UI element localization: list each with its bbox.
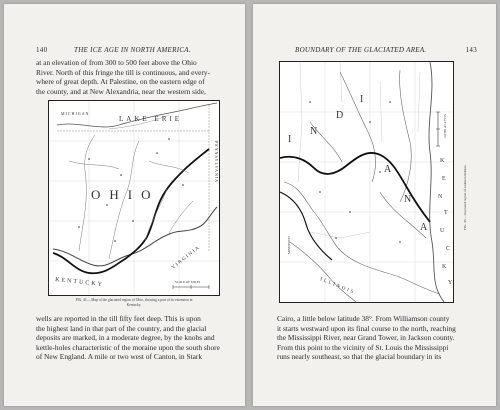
lake-erie-label: LAKE ERIE bbox=[119, 115, 182, 123]
indiana-scale-bar bbox=[436, 112, 447, 146]
map-letter: Y bbox=[448, 280, 453, 286]
text-line: where of great depth. At Palestine, on the eastern edge of bbox=[36, 77, 205, 87]
text-line: it starts westward upon its final course to the north, reaching bbox=[277, 323, 456, 333]
left-page bbox=[4, 4, 245, 406]
indiana-map bbox=[279, 61, 454, 303]
virginia-label: VIRGINIA bbox=[171, 245, 202, 271]
ohio-scale-label: SCALE OF MILES bbox=[175, 280, 201, 284]
text-line: kettle-holes characteristic of the moraine upon the south shore bbox=[36, 342, 220, 352]
text-line: at an elevation of from 300 to 500 feet above the Ohio bbox=[36, 58, 197, 67]
map-letter: N bbox=[438, 194, 443, 200]
map-letter: I bbox=[360, 94, 364, 105]
illinois-label: ILLINOIS bbox=[319, 277, 356, 296]
text-line: deposits are marked, in a moderate degree, by the knobs and bbox=[36, 333, 215, 343]
right-running-title: BOUNDARY OF THE GLACIATED AREA. bbox=[295, 46, 427, 54]
michigan-label: MICHIGAN bbox=[61, 111, 90, 116]
left-bottom-paragraph bbox=[36, 314, 222, 362]
text-line: From this point to the vicinity of St. Louis the Mississippi bbox=[277, 342, 449, 352]
ohio-scale-bar bbox=[173, 280, 209, 289]
indiana-figure-caption: FIG. 45.—Glaciated region of southern Indiana. bbox=[463, 164, 467, 230]
map-letter: A bbox=[384, 164, 392, 175]
text-line: the Mississippi River, near Grand Tower, in Jackson county. bbox=[277, 333, 455, 343]
glacial-boundary bbox=[280, 153, 430, 222]
ohio-label: OHIO bbox=[91, 187, 160, 202]
map-letter: E bbox=[442, 176, 446, 182]
kentucky-label: KENTUCKY bbox=[54, 277, 105, 289]
map-letter: U bbox=[440, 228, 445, 234]
ohio-river bbox=[53, 207, 217, 266]
right-page-number: 143 bbox=[465, 46, 477, 54]
map-letter: K bbox=[440, 158, 445, 164]
text-line: wells are reported in the till fifty feet deep. This is upon bbox=[36, 314, 201, 323]
caption-line: FIG. 41.—Map of the glaciated region of Ohio, showing a part of its extension in bbox=[75, 298, 193, 302]
caption-line: Kentucky. bbox=[126, 303, 142, 307]
map-letter: D bbox=[336, 110, 344, 121]
left-top-paragraph bbox=[36, 58, 222, 96]
right-page bbox=[253, 4, 496, 406]
map-letter: T bbox=[444, 210, 448, 216]
kentucky-label bbox=[438, 158, 453, 286]
left-running-title: THE ICE AGE IN NORTH AMERICA. bbox=[74, 46, 191, 54]
county-lines bbox=[298, 62, 420, 238]
map-letter: A bbox=[420, 222, 428, 233]
indiana-scale-label: SCALE OF MILES bbox=[443, 114, 447, 138]
pennsylvania-label: PENNSYLVANIA bbox=[214, 141, 219, 184]
text-line: River. North of this fringe the till is continuous, and every- bbox=[36, 67, 211, 77]
text-line: the county, and at New Alexandria, near the western side, bbox=[36, 86, 206, 96]
map-letter: C bbox=[446, 246, 451, 252]
text-line: the highest land in that part of the country, and the glacial bbox=[36, 323, 207, 333]
ohio-figure-caption bbox=[44, 298, 224, 308]
map-letter: I bbox=[288, 134, 292, 145]
right-bottom-paragraph bbox=[277, 314, 473, 362]
indiana-map-drawing bbox=[280, 62, 454, 303]
text-line: runs nearly southeast, so that the glacial boundary in its bbox=[277, 352, 442, 362]
left-page-number: 140 bbox=[36, 46, 48, 54]
map-letter: K bbox=[442, 264, 447, 270]
map-letter: N bbox=[310, 126, 318, 137]
map-grid bbox=[280, 62, 454, 303]
text-line: Cairo, a little below latitude 38°. From Williamson county bbox=[277, 314, 450, 323]
map-letter: N bbox=[404, 194, 412, 205]
text-line: of New England. A mile or two west of Canton, in Stark bbox=[36, 352, 203, 362]
ohio-map bbox=[48, 100, 220, 296]
mississippi-label: MISSISSIPPI bbox=[287, 236, 291, 254]
ohio-map-drawing bbox=[49, 101, 220, 296]
